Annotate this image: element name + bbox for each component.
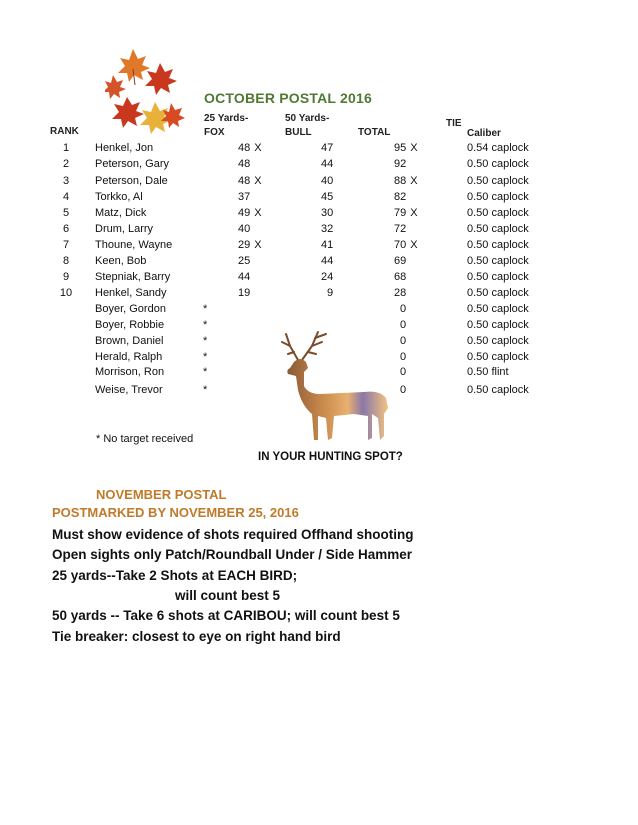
fox-score-cell — [203, 351, 211, 363]
fox-score-cell — [238, 255, 254, 267]
caliber-cell-value: 0.50 caplock — [467, 223, 529, 235]
name-cell — [95, 384, 163, 396]
total-score-cell-value: 92 — [394, 158, 407, 170]
caliber-cell — [467, 191, 529, 203]
caliber-cell-value: 0.50 caplock — [467, 384, 529, 396]
bull-score-cell-value: 47 — [321, 142, 334, 154]
total-score-cell-value: 0 — [400, 303, 407, 315]
caliber-cell — [467, 223, 529, 235]
total-score-cell — [394, 223, 410, 235]
caliber-cell — [467, 303, 529, 315]
rank-cell — [54, 191, 78, 203]
caliber-cell — [467, 351, 529, 363]
fox-score-cell-value: * — [203, 319, 208, 331]
bull-score-cell-value: 40 — [321, 175, 334, 187]
total-score-cell — [400, 384, 410, 396]
rank-cell — [54, 223, 78, 235]
name-cell-value: Drum, Larry — [95, 223, 154, 235]
deer-silhouette-icon — [268, 328, 396, 448]
name-cell — [95, 255, 146, 267]
fox-score-cell-value: 29 — [238, 239, 251, 251]
name-cell-value: Thoune, Wayne — [95, 239, 173, 251]
fox-score-cell-value: * — [203, 366, 208, 378]
caliber-cell-value: 0.50 flint — [467, 366, 509, 378]
total-score-cell-value: 88 — [394, 175, 407, 187]
caliber-cell-value: 0.50 caplock — [467, 207, 529, 219]
rule-line: will count best 5 — [175, 588, 281, 603]
fox-score-cell-value: 19 — [238, 287, 251, 299]
caliber-cell-value: 0.50 caplock — [467, 191, 529, 203]
rank-cell-value: 8 — [62, 255, 70, 267]
header-caliber: Caliber — [467, 128, 501, 139]
table-row — [0, 223, 638, 237]
name-cell — [95, 271, 170, 283]
x-count-mark: X — [254, 239, 262, 251]
rule-line: Must show evidence of shots required Offhand shooting — [52, 527, 414, 542]
x-count-mark: X — [254, 207, 262, 219]
fox-score-cell — [238, 158, 254, 170]
header-fox-top: 25 Yards- — [204, 113, 249, 124]
name-cell-value: Weise, Trevor — [95, 384, 163, 396]
fox-score-cell-value: * — [203, 351, 208, 363]
total-score-cell-value: 70 — [394, 239, 407, 251]
header-bull-top: 50 Yards- — [285, 113, 330, 124]
caliber-cell — [467, 319, 529, 331]
bull-score-cell — [321, 255, 333, 267]
bull-score-cell-value: 44 — [321, 255, 334, 267]
rank-cell — [54, 175, 78, 187]
fox-score-cell — [203, 335, 211, 347]
rank-cell — [54, 287, 78, 299]
fox-score-cell-value: * — [203, 335, 208, 347]
fox-score-cell-value: * — [203, 384, 208, 396]
name-cell-value: Morrison, Ron — [95, 366, 165, 378]
caliber-cell-value: 0.50 caplock — [467, 335, 529, 347]
name-cell — [95, 287, 167, 299]
name-cell — [95, 175, 168, 187]
caliber-cell-value: 0.50 caplock — [467, 303, 529, 315]
hunting-caption: IN YOUR HUNTING SPOT? — [258, 451, 403, 463]
fox-score-cell-value: 37 — [238, 191, 251, 203]
caliber-cell — [467, 255, 529, 267]
rule-line: Open sights only Patch/Roundball Under / Side Hammer — [52, 547, 413, 562]
name-cell-value: Herald, Ralph — [95, 351, 163, 363]
caliber-cell — [467, 335, 529, 347]
caliber-cell — [467, 271, 529, 283]
total-score-cell-value: 0 — [400, 384, 407, 396]
rank-cell-value: 9 — [62, 271, 70, 283]
total-score-cell — [400, 335, 410, 347]
bull-score-cell — [327, 287, 333, 299]
fox-score-cell — [238, 287, 254, 299]
name-cell — [95, 351, 162, 363]
name-cell-value: Henkel, Sandy — [95, 287, 167, 299]
bull-score-cell-value: 32 — [321, 223, 334, 235]
autumn-leaves-icon — [105, 45, 195, 135]
total-score-cell — [394, 287, 410, 299]
total-score-cell — [394, 158, 410, 170]
name-cell — [95, 319, 164, 331]
bull-score-cell-value: 44 — [321, 158, 334, 170]
caliber-cell — [467, 207, 529, 219]
total-score-cell — [400, 319, 410, 331]
rank-cell-value: 6 — [62, 223, 70, 235]
name-cell-value: Peterson, Dale — [95, 175, 168, 187]
x-count-mark: X — [410, 175, 418, 187]
header-rank: RANK — [50, 126, 79, 137]
name-cell — [95, 142, 153, 154]
fox-score-cell-value: 25 — [238, 255, 251, 267]
rank-cell — [54, 239, 78, 251]
name-cell-value: Boyer, Robbie — [95, 319, 165, 331]
table-row — [0, 271, 638, 285]
header-fox-bottom: FOX — [204, 127, 225, 138]
table-row — [0, 255, 638, 269]
name-cell-value: Matz, Dick — [95, 207, 147, 219]
caliber-cell — [467, 366, 509, 378]
total-score-cell-value: 0 — [400, 366, 407, 378]
total-score-cell-value: 69 — [394, 255, 407, 267]
bull-score-cell-value: 41 — [321, 239, 334, 251]
caliber-cell-value: 0.50 caplock — [467, 319, 529, 331]
fox-score-cell-value: 49 — [238, 207, 251, 219]
name-cell — [95, 223, 153, 235]
name-cell-value: Stepniak, Barry — [95, 271, 171, 283]
rank-cell-value: 1 — [62, 142, 70, 154]
rule-line: Tie breaker: closest to eye on right hand bird — [52, 629, 341, 644]
fox-score-cell — [238, 207, 262, 219]
fox-score-cell — [238, 191, 254, 203]
total-score-cell-value: 28 — [394, 287, 407, 299]
rank-cell-value: 5 — [62, 207, 70, 219]
fox-score-cell — [238, 223, 254, 235]
fox-score-cell-value: 48 — [238, 175, 251, 187]
table-row — [0, 239, 638, 253]
bull-score-cell — [321, 175, 333, 187]
name-cell — [95, 191, 143, 203]
bull-score-cell — [321, 271, 333, 283]
caliber-cell — [467, 287, 529, 299]
rank-cell — [54, 158, 78, 170]
bull-score-cell — [321, 158, 333, 170]
total-score-cell — [394, 207, 418, 219]
fox-score-cell-value: 44 — [238, 271, 251, 283]
name-cell — [95, 366, 164, 378]
name-cell-value: Brown, Daniel — [95, 335, 164, 347]
bull-score-cell — [321, 207, 333, 219]
rank-cell-value: 4 — [62, 191, 70, 203]
name-cell-value: Keen, Bob — [95, 255, 147, 267]
fox-score-cell — [238, 142, 262, 154]
total-score-cell — [394, 239, 418, 251]
caliber-cell-value: 0.50 caplock — [467, 255, 529, 267]
x-count-mark: X — [410, 239, 418, 251]
name-cell — [95, 207, 146, 219]
caliber-cell — [467, 175, 529, 187]
rank-cell-value: 3 — [62, 175, 70, 187]
name-cell — [95, 335, 163, 347]
name-cell — [95, 158, 169, 170]
bull-score-cell-value: 45 — [321, 191, 334, 203]
table-row — [0, 207, 638, 221]
october-postal-title: OCTOBER POSTAL 2016 — [204, 90, 372, 106]
name-cell-value: Peterson, Gary — [95, 158, 169, 170]
total-score-cell-value: 95 — [394, 142, 407, 154]
fox-score-cell — [203, 303, 211, 315]
total-score-cell — [400, 366, 410, 378]
name-cell-value: Henkel, Jon — [95, 142, 154, 154]
bull-score-cell — [321, 142, 333, 154]
fox-score-cell-value: 48 — [238, 142, 251, 154]
november-postal-title: NOVEMBER POSTAL — [96, 487, 227, 502]
caliber-cell — [467, 158, 529, 170]
postmark-deadline: POSTMARKED BY NOVEMBER 25, 2016 — [52, 505, 299, 520]
table-row — [0, 175, 638, 189]
caliber-cell-value: 0.50 caplock — [467, 158, 529, 170]
caliber-cell-value: 0.50 caplock — [467, 351, 529, 363]
total-score-cell — [394, 142, 418, 154]
x-count-mark: X — [410, 142, 418, 154]
fox-score-cell — [203, 384, 211, 396]
fox-score-cell — [238, 239, 262, 251]
fox-score-cell — [238, 175, 262, 187]
bull-score-cell-value: 30 — [321, 207, 334, 219]
bull-score-cell-value: 24 — [321, 271, 334, 283]
caliber-cell — [467, 384, 529, 396]
bull-score-cell — [321, 191, 333, 203]
table-row — [0, 142, 638, 156]
rank-cell — [54, 271, 78, 283]
rank-cell — [54, 207, 78, 219]
caliber-cell — [467, 142, 529, 154]
header-total: TOTAL — [358, 127, 391, 138]
total-score-cell-value: 79 — [394, 207, 407, 219]
fox-score-cell-value: 48 — [238, 158, 251, 170]
rank-cell — [54, 255, 78, 267]
total-score-cell-value: 0 — [400, 351, 407, 363]
x-count-mark: X — [254, 175, 262, 187]
x-count-mark: X — [254, 142, 262, 154]
fox-score-cell-value: * — [203, 303, 208, 315]
total-score-cell-value: 0 — [400, 335, 407, 347]
total-score-cell — [400, 351, 410, 363]
total-score-cell-value: 72 — [394, 223, 407, 235]
total-score-cell — [394, 175, 418, 187]
fox-score-cell-value: 40 — [238, 223, 251, 235]
rule-line: 25 yards--Take 2 Shots at EACH BIRD; — [52, 568, 298, 583]
table-row — [0, 287, 638, 301]
rank-cell — [54, 142, 78, 154]
header-bull-bottom: BULL — [285, 127, 312, 138]
caliber-cell — [467, 239, 529, 251]
total-score-cell — [394, 271, 410, 283]
table-row — [0, 191, 638, 205]
bull-score-cell — [321, 223, 333, 235]
caliber-cell-value: 0.50 caplock — [467, 175, 529, 187]
rank-cell-value: 7 — [62, 239, 70, 251]
fox-score-cell — [203, 319, 211, 331]
rule-line: 50 yards -- Take 6 shots at CARIBOU; will count best 5 — [52, 608, 400, 623]
total-score-cell-value: 68 — [394, 271, 407, 283]
name-cell — [95, 303, 166, 315]
total-score-cell — [400, 303, 410, 315]
table-row — [0, 303, 638, 317]
caliber-cell-value: 0.50 caplock — [467, 271, 529, 283]
caliber-cell-value: 0.50 caplock — [467, 287, 529, 299]
bull-score-cell-value: 9 — [327, 287, 334, 299]
total-score-cell-value: 82 — [394, 191, 407, 203]
footnote: * No target received — [96, 433, 194, 445]
bull-score-cell — [321, 239, 333, 251]
fox-score-cell — [238, 271, 254, 283]
rank-cell-value: 10 — [59, 287, 73, 299]
rank-cell-value: 2 — [62, 158, 70, 170]
caliber-cell-value: 0.50 caplock — [467, 239, 529, 251]
total-score-cell — [394, 191, 410, 203]
header-tie: TIE — [446, 118, 462, 129]
name-cell-value: Boyer, Gordon — [95, 303, 166, 315]
fox-score-cell — [203, 366, 211, 378]
x-count-mark: X — [410, 207, 418, 219]
name-cell-value: Torkko, Al — [95, 191, 143, 203]
total-score-cell — [394, 255, 410, 267]
caliber-cell-value: 0.54 caplock — [467, 142, 529, 154]
name-cell — [95, 239, 172, 251]
total-score-cell-value: 0 — [400, 319, 407, 331]
table-row — [0, 158, 638, 172]
